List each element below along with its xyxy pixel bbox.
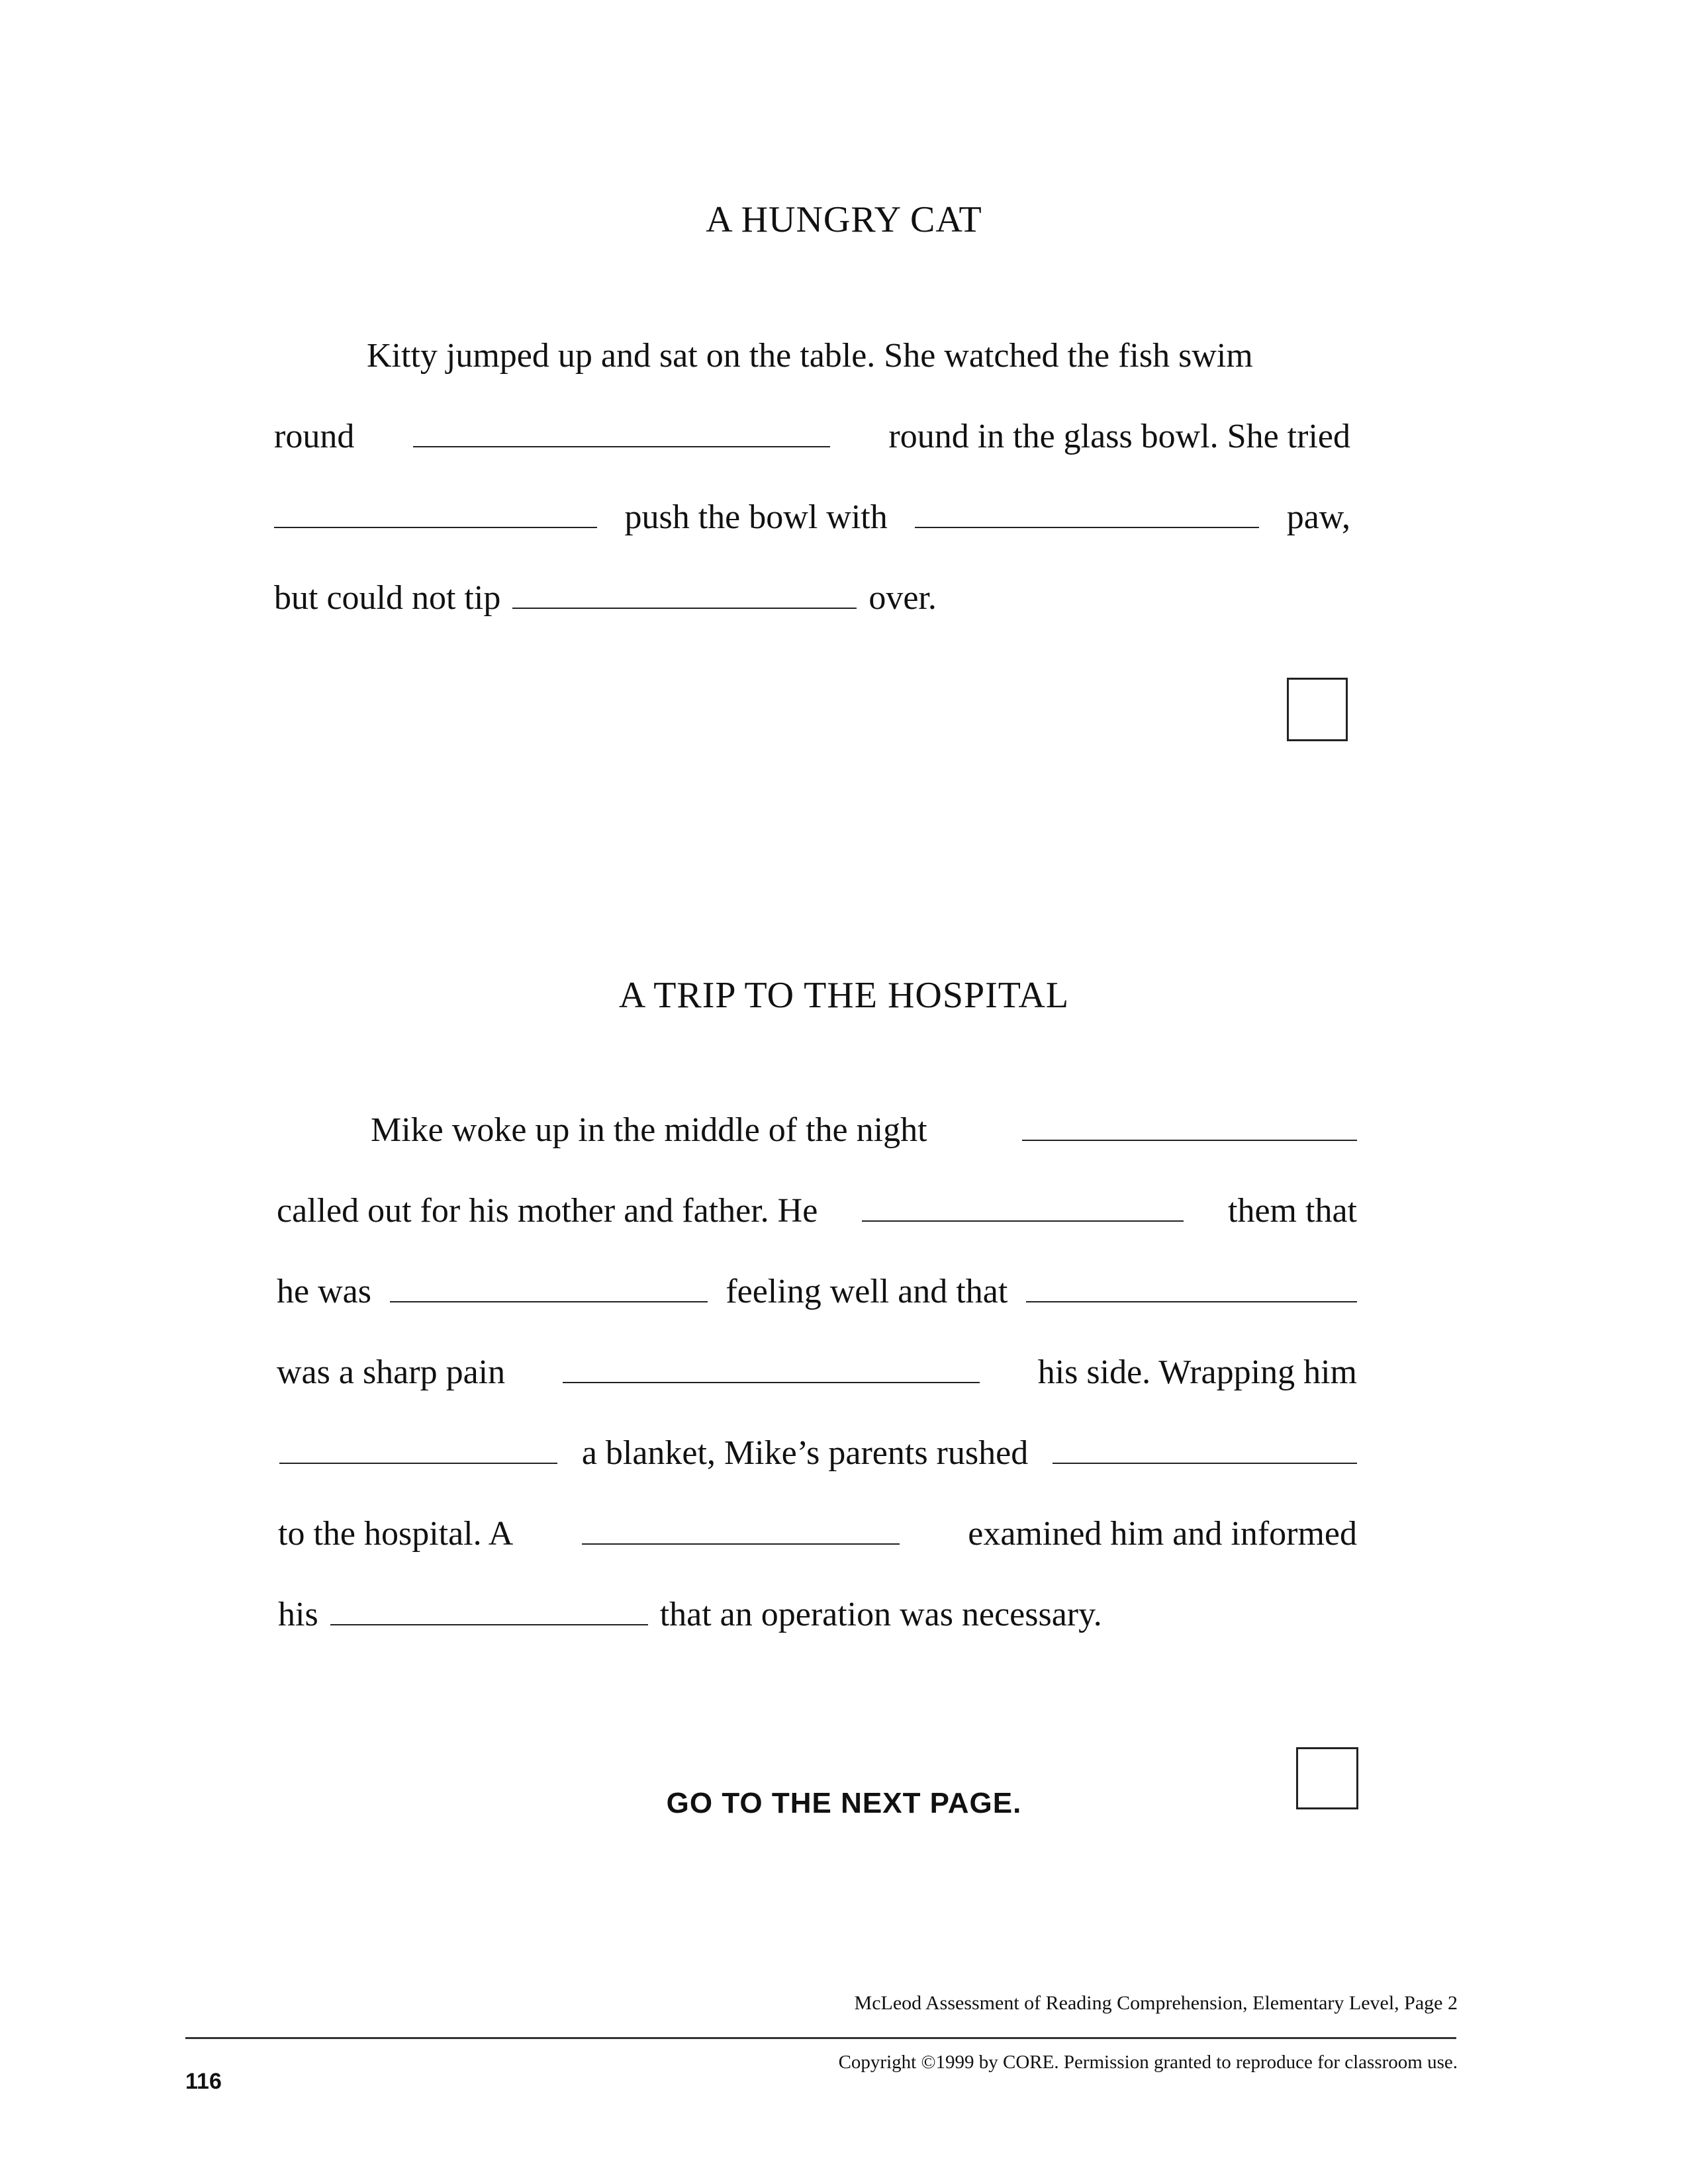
story1-line3-end: paw,: [1286, 498, 1350, 536]
story2-line5-middle: a blanket, Mike’s parents rushed: [581, 1434, 1029, 1472]
story2-line1-text: Mike woke up in the middle of the night: [371, 1111, 927, 1149]
story2-line3-middle: feeling well and that: [726, 1273, 1008, 1310]
story2-blank4[interactable]: [1026, 1301, 1357, 1302]
story1-line1-text: Kitty jumped up and sat on the table. She watched the fish swim: [367, 337, 1253, 375]
story2-blank6[interactable]: [279, 1463, 557, 1464]
footer-copyright: Copyright ©1999 by CORE. Permission granted to reproduce for classroom use.: [838, 2052, 1458, 2073]
story1-line4-end: over.: [868, 579, 937, 617]
story2-line4: [277, 1343, 1357, 1390]
story2-line6: [278, 1505, 1357, 1551]
story2-line2-end: them that: [1228, 1192, 1357, 1230]
story2-line2-start: called out for his mother and father. He: [277, 1192, 818, 1230]
story1-line3: [274, 488, 1350, 535]
story1-line2-end: round in the glass bowl. She tried: [888, 418, 1350, 455]
story1-blank1[interactable]: [413, 446, 830, 447]
page-number: 116: [185, 2069, 222, 2094]
story1-blank3[interactable]: [915, 527, 1259, 528]
story2-blank8[interactable]: [582, 1543, 900, 1545]
story2-blank1[interactable]: [1022, 1140, 1357, 1141]
story2-blank2[interactable]: [862, 1220, 1184, 1222]
story2-title: A TRIP TO THE HOSPITAL: [618, 975, 1070, 1016]
story2-line1: [371, 1101, 1357, 1148]
story2-line3-start: he was: [277, 1273, 371, 1310]
story2-blank9[interactable]: [330, 1624, 648, 1625]
story2-line3: [277, 1263, 1357, 1309]
story1-blank2[interactable]: [274, 527, 597, 528]
story1-line2-start: round: [274, 418, 355, 455]
story2-line6-end: examined him and informed: [968, 1515, 1357, 1553]
story2-line4-start: was a sharp pain: [277, 1353, 506, 1391]
story1-blank4[interactable]: [512, 608, 857, 609]
story2-line2: [277, 1182, 1357, 1228]
story1-line1: [367, 327, 1350, 373]
story1-score-box[interactable]: [1287, 678, 1348, 741]
story2-blank5[interactable]: [563, 1382, 980, 1383]
story2-line4-end: his side. Wrapping him: [1037, 1353, 1357, 1391]
story2-line7: [278, 1586, 1357, 1632]
story1-line4-start: but could not tip: [274, 579, 501, 617]
story1-title: A HUNGRY CAT: [706, 199, 982, 240]
story1-line4: [274, 569, 1350, 615]
footer-divider: [185, 2037, 1456, 2039]
story1-line3-middle: push the bowl with: [624, 498, 888, 536]
next-page-instruction: GO TO THE NEXT PAGE.: [666, 1787, 1022, 1819]
footer-source: McLeod Assessment of Reading Comprehension, Elementary Level, Page 2: [854, 1992, 1458, 2014]
story1-line2: [274, 408, 1350, 454]
story2-line7-start: his: [278, 1596, 318, 1633]
story2-line7-end: that an operation was necessary.: [659, 1596, 1102, 1633]
story2-blank7[interactable]: [1053, 1463, 1357, 1464]
story2-blank3[interactable]: [390, 1301, 708, 1302]
story2-line5: [279, 1424, 1357, 1471]
story2-line6-start: to the hospital. A: [278, 1515, 514, 1553]
